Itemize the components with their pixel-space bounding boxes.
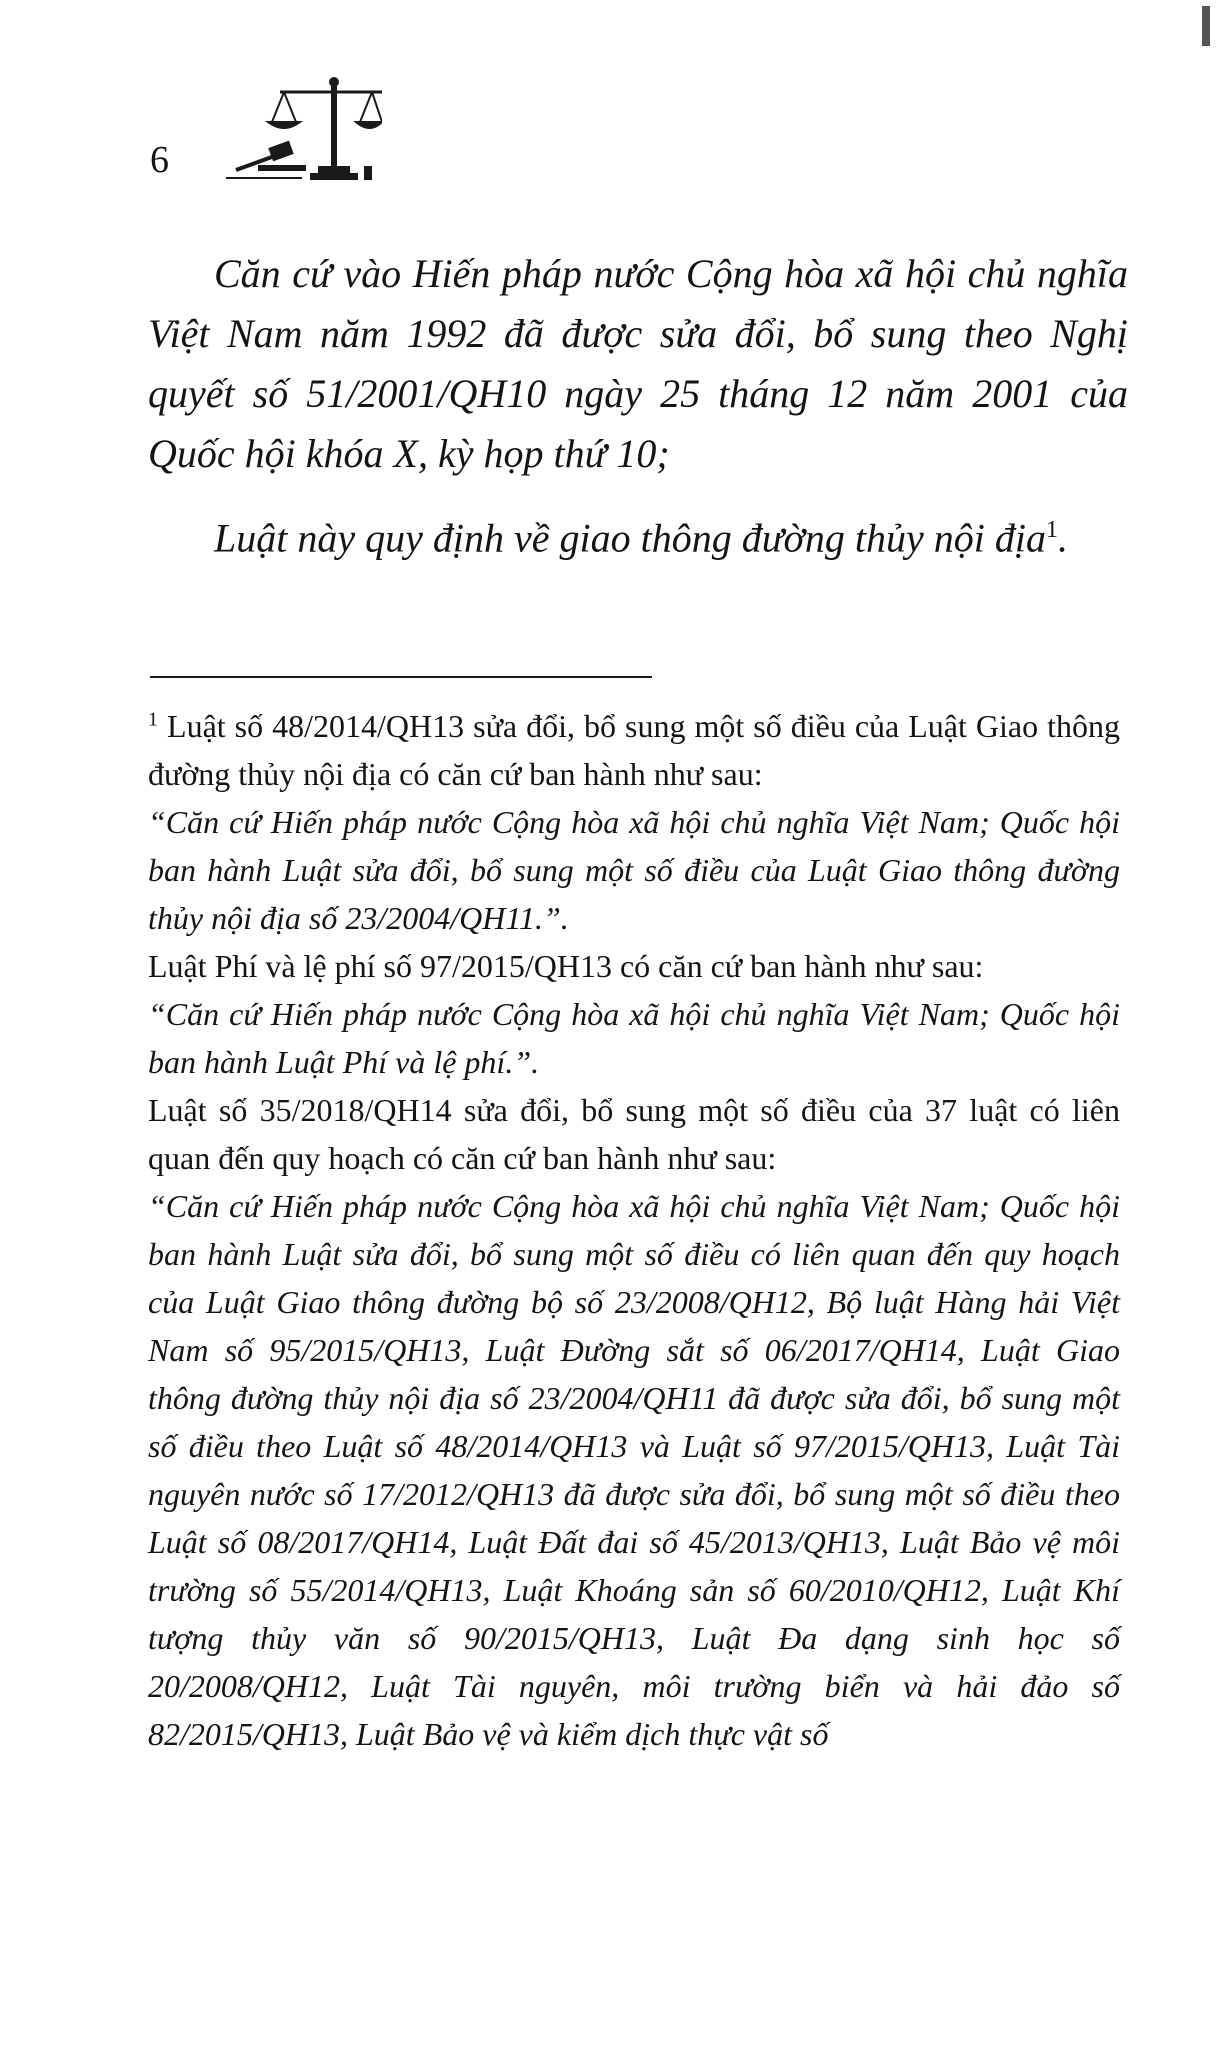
footnote-2-intro: Luật Phí và lệ phí số 97/2015/QH13 có căn cứ ban hành như sau: [148,948,984,984]
page-edge-mark [1202,6,1210,46]
footnote-separator [150,676,652,678]
footnote-marker: 1 [148,708,158,731]
footnotes [148,702,1120,1758]
law-preamble [148,244,1128,568]
scales-of-justice-gavel-icon [222,70,382,182]
preamble-scope-period: . [1057,515,1068,561]
preamble-scope-text: Luật này quy định về giao thông đường thủy nội địa [214,515,1046,561]
footnote-2-quote: “Căn cứ Hiến pháp nước Cộng hòa xã hội chủ nghĩa Việt Nam; Quốc hội ban hành Luật Phí và lệ phí.”. [148,996,1120,1080]
footnote-1-intro [148,702,1120,798]
page-number: 6 [150,139,169,181]
footnote-reference: 1 [1045,517,1058,543]
preamble-scope-paragraph [148,500,1128,568]
footnote-3-quote: “Căn cứ Hiến pháp nước Cộng hòa xã hội chủ nghĩa Việt Nam; Quốc hội ban hành Luật sửa đổi, bổ sung một số điều có liên quan đến quy hoạch của Luật Giao thông đường bộ số 23/2008/QH12, Bộ luật Hàng hải Việt Nam số 95/2015/QH13, Luật Đường sắt số 06/2017/QH14, Luật Giao thông đường thủy nội địa số 23/2004/QH11 đã được sửa đổi, bổ sung một số điều theo Luật số 48/2014/QH13 và Luật số 97/2015/QH13, Luật Tài nguyên nước số 17/2012/QH13 đã được sửa đổi, bổ sung một số điều theo Luật số 08/2017/QH14, Luật Đất đai số 45/2013/QH13, Luật Bảo vệ môi trường số 55/2014/QH13, Luật Khoáng sản số 60/2010/QH12, Luật Khí tượng thủy văn số 90/2015/QH13, Luật Đa dạng sinh học số 20/2008/QH12, Luật Tài nguyên, môi trường biển và hải đảo số 82/2015/QH13, Luật Bảo vệ và kiểm dịch thực vật số [148,1188,1120,1752]
preamble-basis-paragraph: Căn cứ vào Hiến pháp nước Cộng hòa xã hội chủ nghĩa Việt Nam năm 1992 đã được sửa đổi, bổ sung theo Nghị quyết số 51/2001/QH10 ngày 25 tháng 12 năm 2001 của Quốc hội khóa X, kỳ họp thứ 10; [148,251,1128,476]
footnote-1-quote: “Căn cứ Hiến pháp nước Cộng hòa xã hội chủ nghĩa Việt Nam; Quốc hội ban hành Luật sửa đổi, bổ sung một số điều của Luật Giao thông đường thủy nội địa số 23/2004/QH11.”. [148,804,1120,936]
footnote-1-intro-text: Luật số 48/2014/QH13 sửa đổi, bổ sung một số điều của Luật Giao thông đường thủy nội địa có căn cứ ban hành như sau: [148,708,1121,792]
footnote-3-intro: Luật số 35/2018/QH14 sửa đổi, bổ sung một số điều của 37 luật có liên quan đến quy hoạch có căn cứ ban hành như sau: [148,1092,1120,1176]
